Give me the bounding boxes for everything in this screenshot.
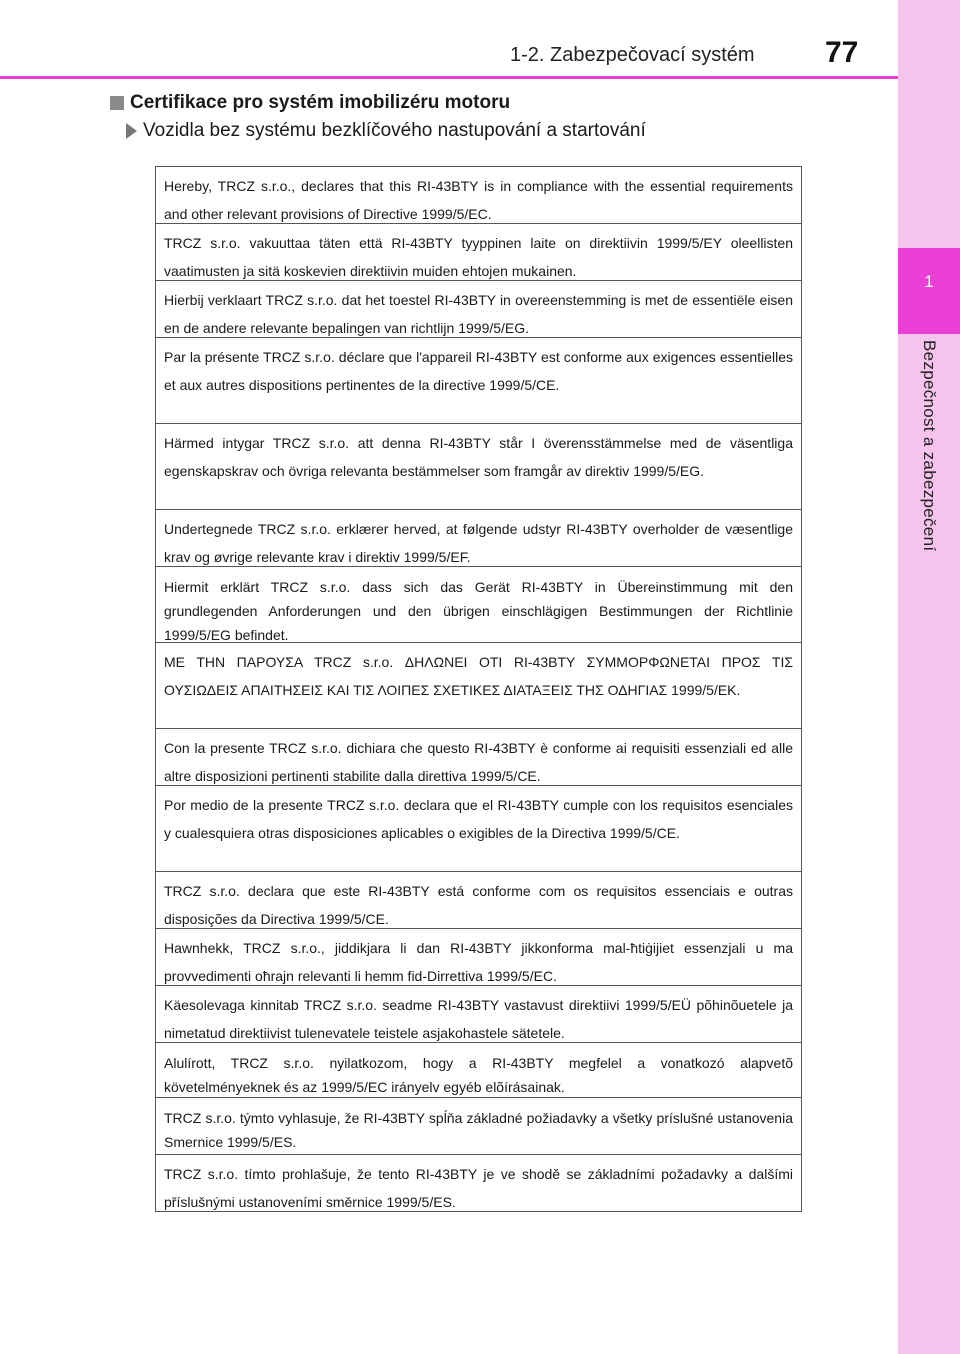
declaration-row: Por medio de la presente TRCZ s.r.o. declara que el RI-43BTY cumple con los requisitos esenciales y cualesquiera otras disposiciones aplicables o exigibles de la Directiva 1999/5/CE. bbox=[156, 786, 801, 872]
declaration-row: Con la presente TRCZ s.r.o. dichiara che questo RI-43BTY è conforme ai requisiti essenziali ed alle altre disposizioni pertinenti stabilite dalla direttiva 1999/5/CE. bbox=[156, 729, 801, 786]
declaration-row: Härmed intygar TRCZ s.r.o. att denna RI-43BTY står I överensstämmelse med de väsentliga egenskapskrav och övriga relevanta bestämmelser som framgår av direktiv 1999/5/EG. bbox=[156, 424, 801, 510]
declaration-row: TRCZ s.r.o. týmto vyhlasuje, že RI-43BTY spĺňa základné požiadavky a všetky príslušné ustanovenia Smernice 1999/5/ES. bbox=[156, 1098, 801, 1155]
declaration-row: Hawnhekk, TRCZ s.r.o., jiddikjara li dan RI-43BTY jikkonforma mal-ħtiġijiet essenzjali u ma provvedimenti oħrajn relevanti li hemm fid-Dirrettiva 1999/5/EC. bbox=[156, 929, 801, 986]
declaration-row: Par la présente TRCZ s.r.o. déclare que l'appareil RI-43BTY est conforme aux exigences essentielles et aux autres dispositions pertinentes de la directive 1999/5/CE. bbox=[156, 338, 801, 424]
declaration-row: ΜΕ ΤΗΝ ΠΑΡΟΥΣΑ TRCZ s.r.o. ΔΗΛΩΝΕΙ ΟΤΙ RI-43BTY ΣΥΜΜΟΡΦΩΝΕΤΑΙ ΠΡΟΣ ΤΙΣ ΟΥΣΙΩΔΕΙΣ ΑΠΑΙΤΗΣΕΙΣ ΚΑΙ ΤΙΣ ΛΟΙΠΕΣ ΣΧΕΤΙΚΕΣ ΔΙΑΤΑΞΕΙΣ ΤΗΣ ΟΔΗΓΙΑΣ 1999/5/ΕΚ. bbox=[156, 643, 801, 729]
chapter-sidebar bbox=[898, 0, 960, 1354]
declaration-row: Käesolevaga kinnitab TRCZ s.r.o. seadme RI-43BTY vastavust direktiivi 1999/5/EÜ põhinõuetele ja nimetatud direktiivist tulenevatele teistele asjakohastele sätetele. bbox=[156, 986, 801, 1043]
declaration-row: Hierbij verklaart TRCZ s.r.o. dat het toestel RI-43BTY in overeenstemming is met de essentiële eisen en de andere relevante bepalingen van richtlijn 1999/5/EG. bbox=[156, 281, 801, 338]
section-heading bbox=[110, 92, 510, 114]
declaration-row: TRCZ s.r.o. vakuuttaa täten että RI-43BTY tyyppinen laite on direktiivin 1999/5/EY oleellisten vaatimusten ja sitä koskevien direktiivin muiden ehtojen mukainen. bbox=[156, 224, 801, 281]
declaration-row: Alulírott, TRCZ s.r.o. nyilatkozom, hogy a RI-43BTY megfelel a vonatkozó alapvetõ követelményeknek és az 1999/5/EC irányelv egyéb elõírásainak. bbox=[156, 1043, 801, 1098]
subheading-text: Vozidla bez systému bezklíčového nastupování a startování bbox=[143, 120, 646, 141]
square-bullet-icon bbox=[110, 96, 124, 110]
declaration-row: Hiermit erklärt TRCZ s.r.o. dass sich das Gerät RI-43BTY in Übereinstimmung mit den grundlegenden Anforderungen und den übrigen einschlägigen Bestimmungen der Richtlinie 1999/5/EG befindet. bbox=[156, 567, 801, 643]
declaration-row: Undertegnede TRCZ s.r.o. erklærer herved, at følgende udstyr RI-43BTY overholder de væsentlige krav og øvrige relevante krav i direktiv 1999/5/EF. bbox=[156, 510, 801, 567]
chapter-number: 1 bbox=[924, 272, 934, 291]
section-title: 1-2. Zabezpečovací systém bbox=[510, 44, 755, 66]
declaration-row: Hereby, TRCZ s.r.o., declares that this RI-43BTY is in compliance with the essential requirements and other relevant provisions of Directive 1999/5/EC. bbox=[156, 167, 801, 224]
chapter-label: Bezpečnost a zabezpečení bbox=[920, 340, 939, 552]
header-rule bbox=[0, 76, 898, 79]
triangle-bullet-icon bbox=[126, 123, 137, 139]
declaration-row: TRCZ s.r.o. declara que este RI-43BTY está conforme com os requisitos essenciais e outras disposições da Directiva 1999/5/CE. bbox=[156, 872, 801, 929]
sub-heading bbox=[126, 120, 646, 142]
page-number: 77 bbox=[825, 36, 859, 69]
declaration-row: TRCZ s.r.o. tímto prohlašuje, že tento RI-43BTY je ve shodě se základními požadavky a dalšími příslušnými ustanoveními směrnice 1999/5/ES. bbox=[156, 1155, 801, 1212]
heading-text: Certifikace pro systém imobilizéru motoru bbox=[130, 92, 511, 113]
declarations-table bbox=[155, 166, 802, 1212]
